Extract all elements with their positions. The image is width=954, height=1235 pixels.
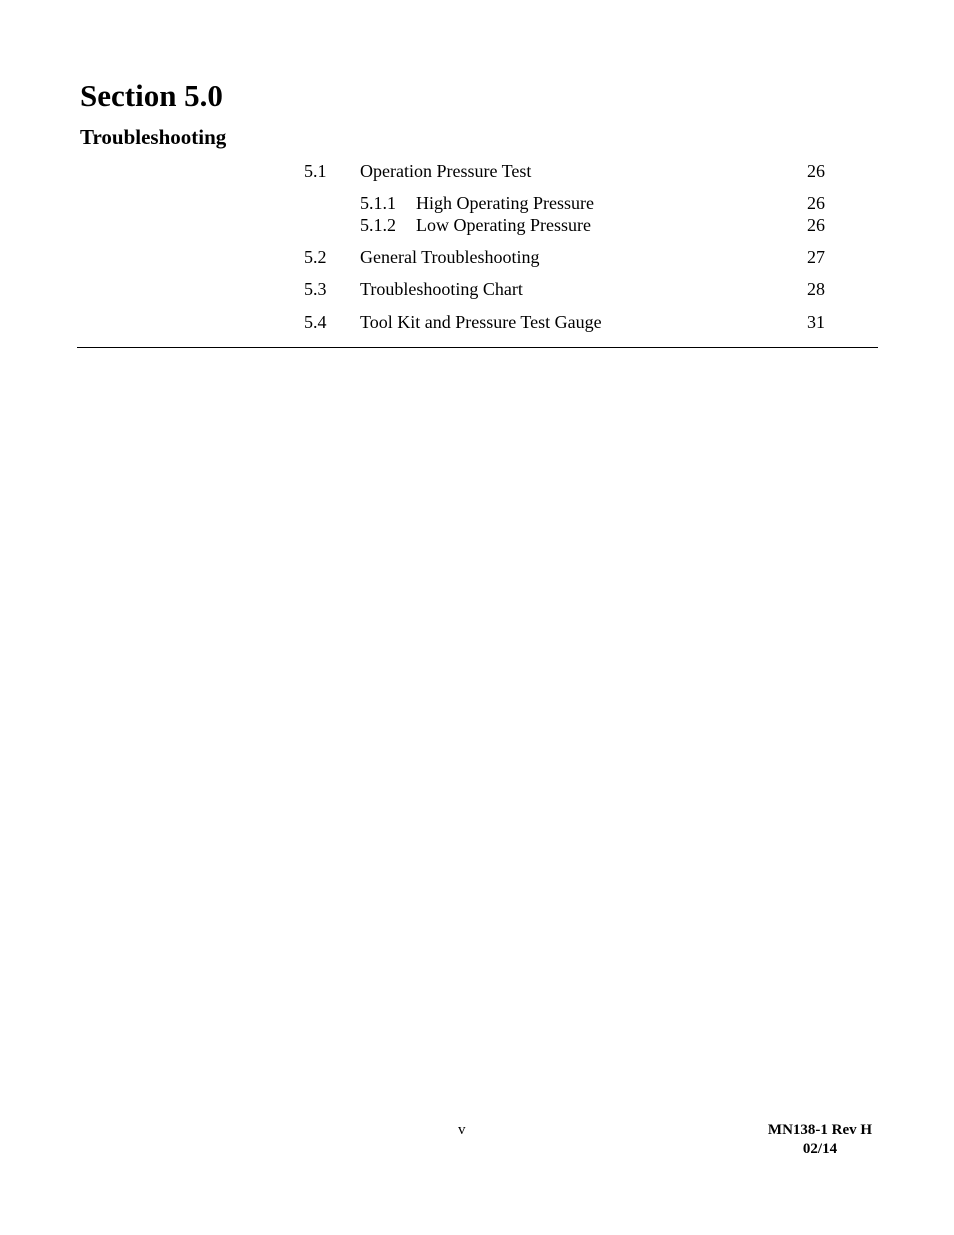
section-subtitle: Troubleshooting: [80, 125, 227, 149]
footer-date: 02/14: [802, 1141, 838, 1157]
toc-entry-title: Tool Kit and Pressure Test Gauge: [360, 312, 602, 332]
toc-entry-page: 28: [807, 279, 825, 299]
toc-entry-page: 27: [807, 247, 825, 267]
toc-entry-5-3[interactable]: [0, 278, 954, 300]
toc-entry-page: 26: [807, 161, 825, 181]
toc-entry-number: 5.1: [304, 161, 327, 181]
toc-entry-page: 26: [807, 215, 825, 235]
section-title: Section 5.0: [80, 78, 223, 113]
toc-entry-title: Operation Pressure Test: [360, 161, 532, 181]
toc-entry-number: 5.2: [304, 247, 327, 267]
toc-entry-number: 5.4: [304, 312, 327, 332]
toc-entry-5-2[interactable]: [0, 246, 954, 268]
toc-entry-title: High Operating Pressure: [416, 193, 594, 213]
toc-entry-title: Low Operating Pressure: [416, 215, 591, 235]
toc-entry-number: 5.3: [304, 279, 327, 299]
footer-page-number: v: [458, 1122, 466, 1138]
toc-entry-title: Troubleshooting Chart: [360, 279, 523, 299]
toc-entry-number: 5.1.1: [360, 193, 396, 213]
footer-document-id: MN138-1 Rev H: [767, 1122, 873, 1138]
toc-entry-5-4[interactable]: [0, 311, 954, 333]
toc-entry-5-1[interactable]: [0, 160, 954, 182]
toc-entry-5-1-2[interactable]: [0, 214, 954, 236]
footer-document-info: [760, 1121, 880, 1159]
toc-entry-5-1-1[interactable]: [0, 192, 954, 214]
toc-entry-page: 26: [807, 193, 825, 213]
toc-entry-title: General Troubleshooting: [360, 247, 540, 267]
toc-entry-number: 5.1.2: [360, 215, 396, 235]
toc-entry-page: 31: [807, 312, 825, 332]
horizontal-divider: [77, 347, 878, 348]
